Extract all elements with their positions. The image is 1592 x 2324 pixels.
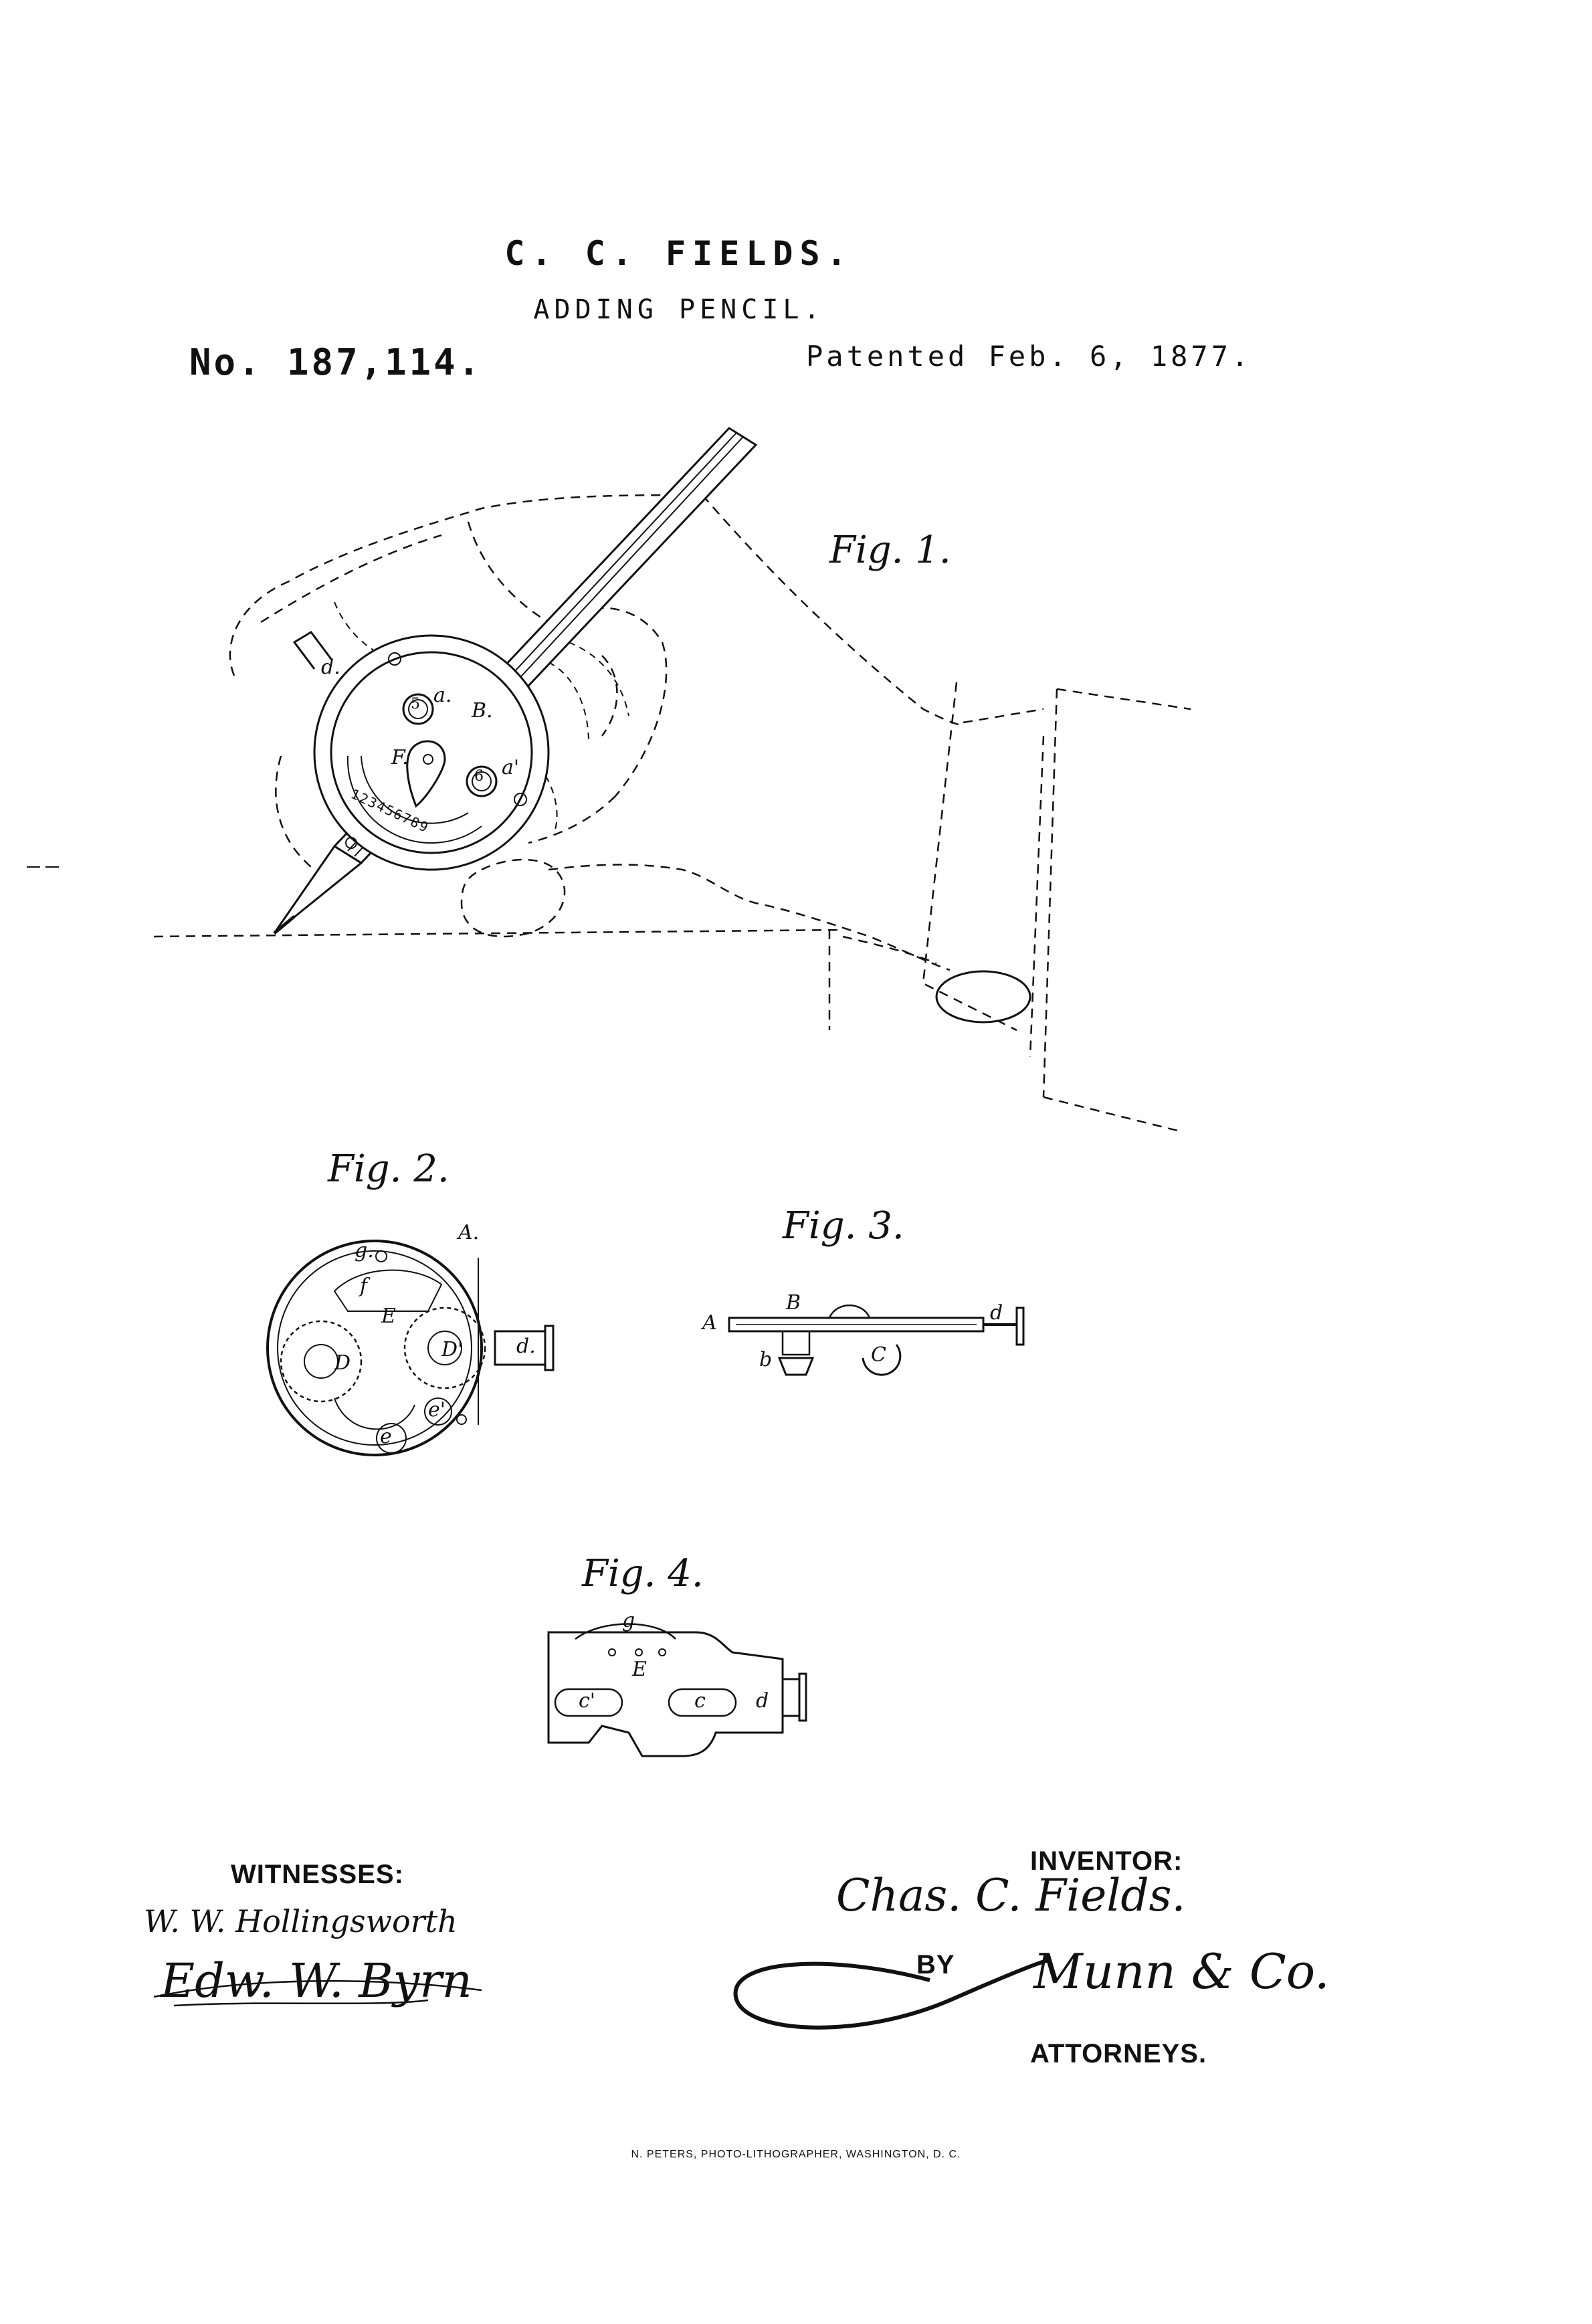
fig1-dial-digits: 123456789 [348, 785, 432, 836]
fig2-label: Fig. 2. [328, 1147, 450, 1191]
fig3-label: Fig. 3. [783, 1204, 904, 1248]
inventor-name-heading: C. C. FIELDS. [504, 234, 854, 273]
fig1-wheel-a-prime-digit: 6 [474, 768, 484, 785]
fig1-label-b: B. [472, 699, 493, 722]
inventor-signature: Chas. C. Fields. [836, 1870, 1186, 1921]
fig1-label-a: a. [433, 684, 452, 707]
fig4-label-e: E [632, 1658, 647, 1681]
fig2-mechanism [268, 1241, 553, 1455]
inventor-label: INVENTOR: [1030, 1846, 1183, 1876]
attorney-flourish [736, 1960, 1050, 2028]
fig2-label-g: g. [355, 1239, 374, 1262]
fig4-label-c: c [694, 1689, 706, 1713]
by-label: BY [916, 1950, 955, 1979]
patent-number: No. 187,114. [189, 341, 483, 383]
fig3-label-b: b [759, 1348, 773, 1371]
printer-credit: N. PETERS, PHOTO-LITHOGRAPHER, WASHINGTON, D. C. [631, 2149, 961, 2160]
fig2-label-d: D [334, 1351, 351, 1375]
fig2-label-d-lower: d. [516, 1335, 536, 1358]
attorneys-label: ATTORNEYS. [1030, 2039, 1207, 2068]
fig3-label-d: d [990, 1301, 1003, 1325]
fig2-label-e-prime: e' [428, 1398, 446, 1422]
fig2-label-e-upper: E [381, 1304, 396, 1328]
fig1-label-a-prime: a' [502, 756, 520, 779]
fig4-label-g: g [622, 1609, 635, 1632]
invention-title: ADDING PENCIL. [533, 294, 825, 325]
fig4-label-c-prime: c' [579, 1689, 596, 1713]
fig1-nail-ellipse [936, 971, 1030, 1022]
patent-date: Patented Feb. 6, 1877. [806, 340, 1252, 373]
fig2-label-f: f [360, 1274, 368, 1298]
fig1-wheel-a-digit: 5 [411, 696, 420, 712]
fig2-label-e: e [380, 1425, 392, 1448]
fig1-label: Fig. 1. [829, 528, 951, 572]
fig3-label-b-upper: B [786, 1291, 801, 1315]
fig2-label-d-prime: D' [441, 1338, 464, 1361]
fig3-label-a: A [702, 1311, 717, 1335]
fig1-label-f: F. [391, 746, 409, 769]
fig1-label-d: d. [321, 656, 340, 679]
witness-1-signature: W. W. Hollingsworth [144, 1903, 458, 1939]
fig1-hand-outline [154, 495, 1191, 1131]
witnesses-label: WITNESSES: [231, 1860, 404, 1889]
fig2-label-a: A. [458, 1221, 480, 1244]
attorney-signature: Munn & Co. [1033, 1943, 1330, 2000]
fig4-label-d: d [756, 1689, 769, 1713]
fig4-label: Fig. 4. [582, 1552, 704, 1595]
fig3-label-c: C [871, 1343, 886, 1367]
witness-2-signature: Edw. W. Byrn [161, 1953, 472, 2008]
